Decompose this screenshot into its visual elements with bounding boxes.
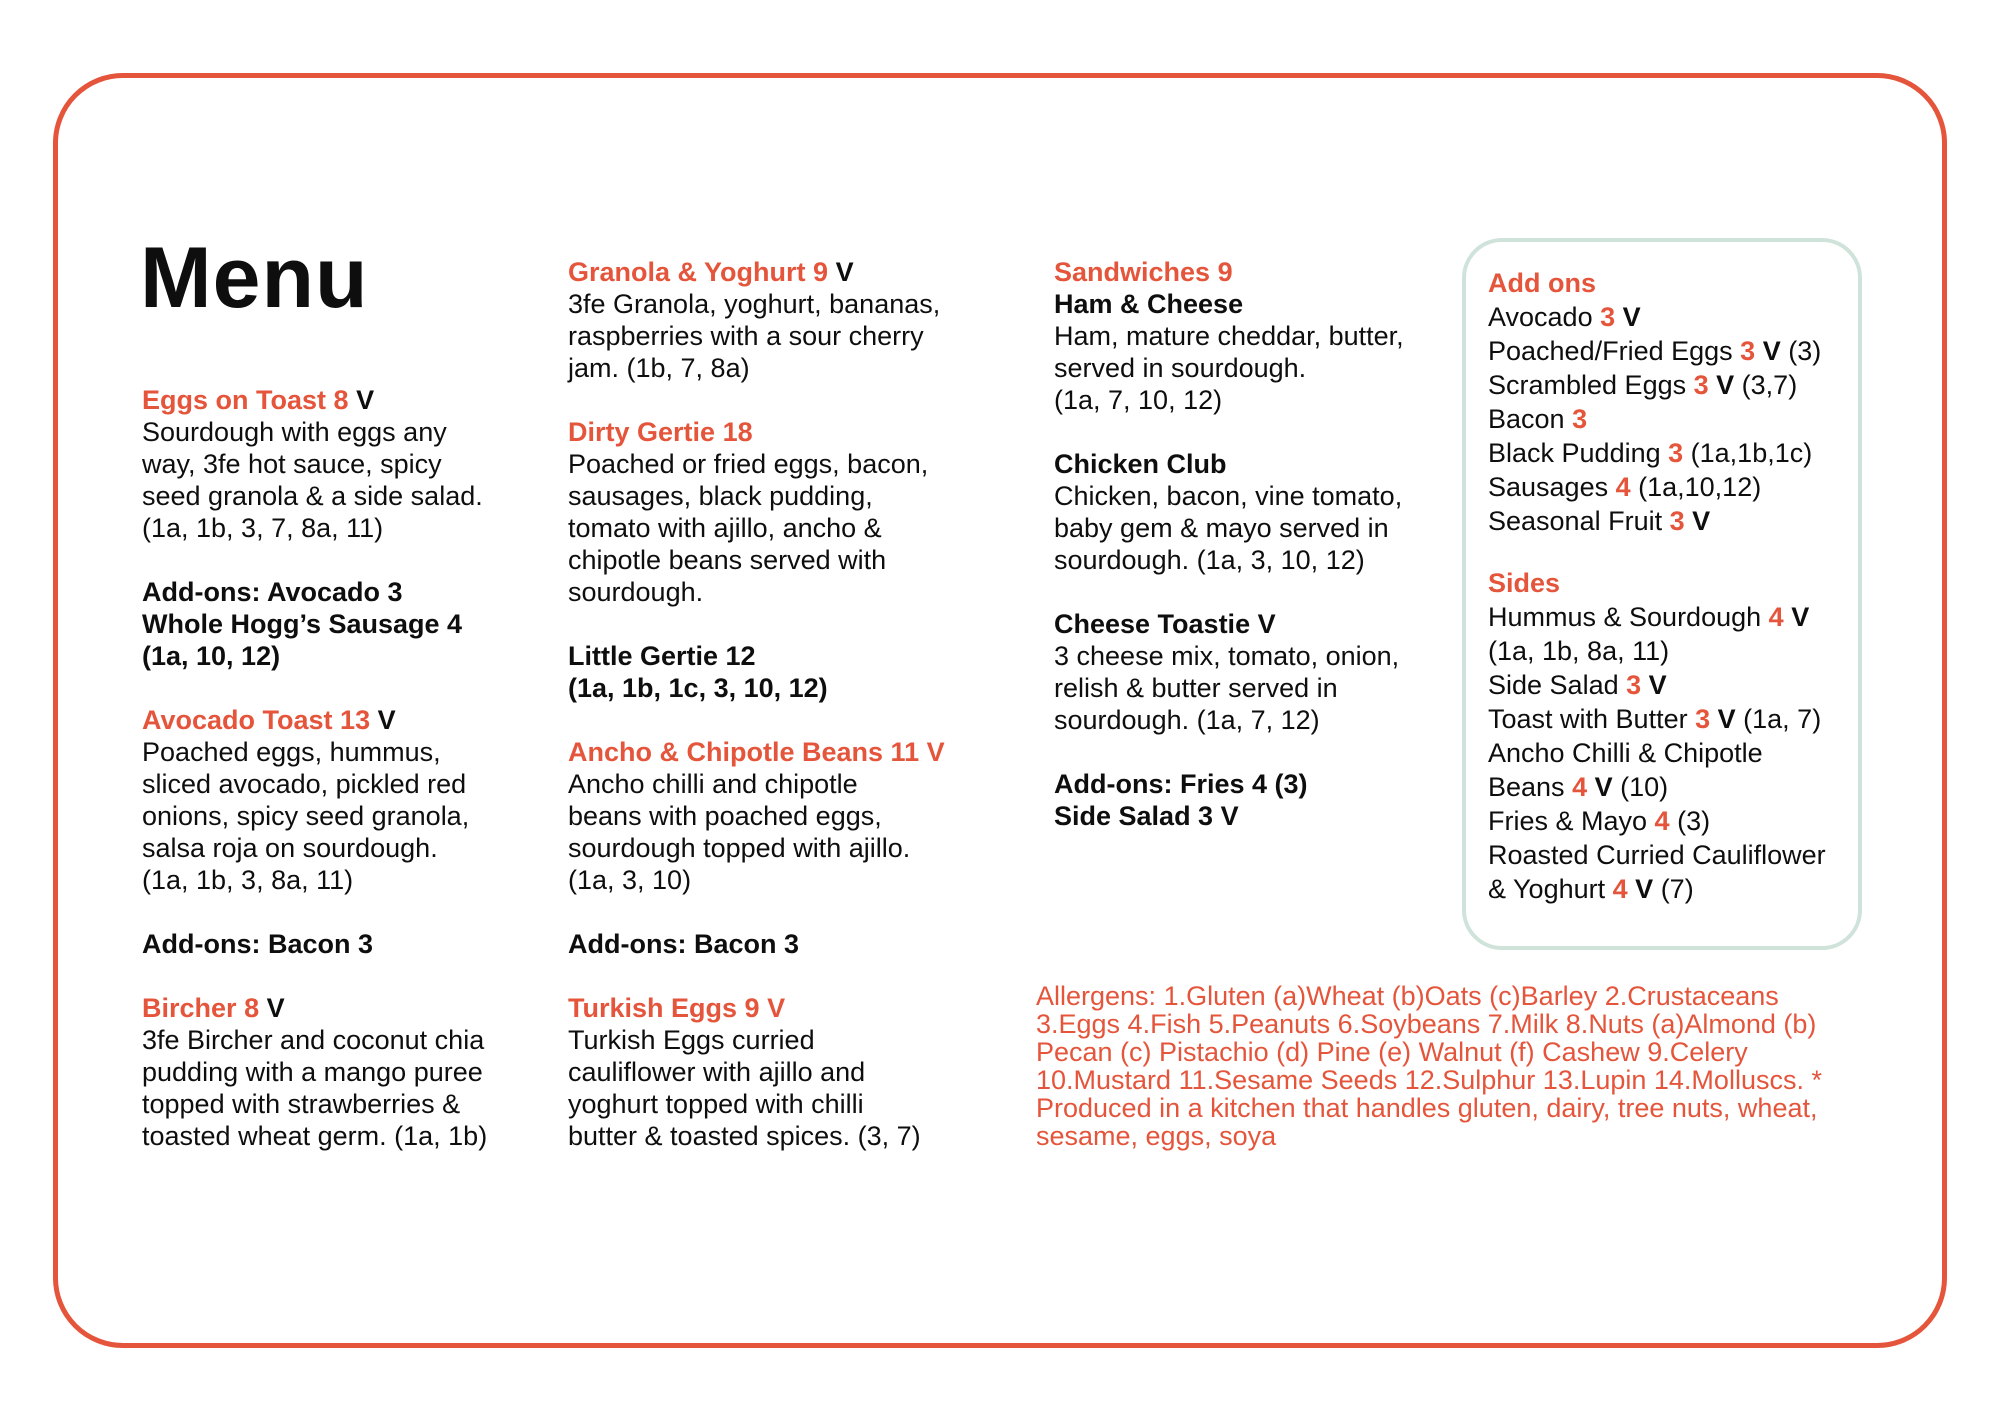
item-description-line: chipotle beans served with — [568, 545, 887, 575]
item-name: Granola & Yoghurt — [568, 257, 806, 287]
vegetarian-mark: V — [835, 257, 854, 287]
menu-item — [568, 416, 988, 608]
menu-item-title — [568, 256, 988, 288]
box-item-text: & Yoghurt — [1488, 874, 1613, 904]
box-item-allergens: (3,7) — [1734, 370, 1798, 400]
vegetarian-mark: V — [1622, 302, 1641, 332]
vegetarian-mark: V — [926, 737, 945, 767]
box-item-text: (1a, 1b, 8a, 11) — [1488, 636, 1670, 666]
item-name: Bircher — [142, 993, 237, 1023]
box-item-text: Ancho Chilli & Chipotle — [1488, 738, 1763, 768]
vegetarian-mark: V — [1717, 704, 1736, 734]
box-item-allergens: (7) — [1653, 874, 1694, 904]
box-item-price: 4 — [1615, 472, 1631, 502]
box-list-item — [1488, 600, 1858, 634]
menu-column-1 — [142, 384, 552, 1152]
box-item-text: Seasonal Fruit — [1488, 506, 1670, 536]
menu-item — [142, 576, 552, 672]
box-list-item — [1488, 770, 1858, 804]
item-description-line: baby gem & mayo served in — [1054, 513, 1389, 543]
menu-item — [142, 992, 552, 1152]
box-item-price: 3 — [1740, 336, 1756, 366]
item-name: Turkish Eggs — [568, 993, 738, 1023]
allergens-note — [1036, 982, 1896, 1150]
sides-list — [1488, 600, 1858, 906]
box-item-price: 4 — [1612, 874, 1628, 904]
box-list-item — [1488, 402, 1858, 436]
vegetarian-mark: V — [1692, 506, 1711, 536]
menu-item-title — [142, 704, 552, 736]
item-description-line: relish & butter served in — [1054, 673, 1338, 703]
item-subtitle: Chicken Club — [1054, 449, 1227, 479]
box-item-price: 3 — [1693, 370, 1709, 400]
box-item-price: 3 — [1695, 704, 1711, 734]
item-addon-line: Add-ons: Bacon 3 — [568, 929, 800, 959]
item-addon-line: (1a, 10, 12) — [142, 641, 281, 671]
allergens-line: Pecan (c) Pistachio (d) Pine (e) Walnut (f) Cashew 9.Celery — [1036, 1037, 1748, 1067]
item-description-line: way, 3fe hot sauce, spicy — [142, 449, 442, 479]
item-price: 9 — [1217, 257, 1233, 287]
menu-item-title — [142, 992, 552, 1024]
menu-item — [568, 640, 988, 704]
item-description-line: seed granola & a side salad. — [142, 481, 483, 511]
menu-item-title — [568, 992, 988, 1024]
item-price: 8 — [244, 993, 260, 1023]
vegetarian-mark: V — [1594, 772, 1613, 802]
box-item-text: Fries & Mayo — [1488, 806, 1655, 836]
item-addon-line: Add-ons: Fries 4 (3) — [1054, 769, 1308, 799]
box-item-text: Sausages — [1488, 472, 1616, 502]
allergens-line: Produced in a kitchen that handles gluten, dairy, tree nuts, wheat, — [1036, 1093, 1818, 1123]
item-description-line: (1a, 1b, 3, 7, 8a, 11) — [142, 513, 384, 543]
item-addon-line: Side Salad 3 V — [1054, 801, 1239, 831]
menu-item-title — [142, 384, 552, 416]
box-list-item — [1488, 436, 1858, 470]
item-description-line: Poached eggs, hummus, — [142, 737, 441, 767]
menu-item — [1054, 608, 1454, 736]
menu-item — [142, 384, 552, 544]
vegetarian-mark: V — [1762, 336, 1781, 366]
box-list-item — [1488, 300, 1858, 334]
item-description-line: Ancho chilli and chipotle — [568, 769, 858, 799]
vegetarian-mark: V — [266, 993, 285, 1023]
menu-item — [1054, 448, 1454, 576]
box-list-item — [1488, 702, 1858, 736]
menu-column-2 — [568, 256, 988, 1152]
box-item-allergens: (1a,1b,1c) — [1683, 438, 1813, 468]
menu-item — [142, 928, 552, 960]
menu-item — [1054, 768, 1454, 832]
item-description-line: sourdough. — [568, 577, 704, 607]
box-list-item — [1488, 368, 1858, 402]
box-item-text: Black Pudding — [1488, 438, 1669, 468]
item-description-line: butter & toasted spices. (3, 7) — [568, 1121, 921, 1151]
vegetarian-mark: V — [377, 705, 396, 735]
item-description-line: 3fe Granola, yoghurt, bananas, — [568, 289, 941, 319]
box-item-price: 3 — [1600, 302, 1616, 332]
vegetarian-mark: V — [1791, 602, 1810, 632]
box-item-price: 3 — [1669, 506, 1685, 536]
box-item-allergens: (3) — [1780, 336, 1822, 366]
addons-heading: Add ons — [1488, 268, 1596, 298]
menu-title: Menu — [140, 230, 369, 326]
item-addon-line: Little Gertie 12 — [568, 641, 756, 671]
box-item-price: 4 — [1654, 806, 1670, 836]
item-description-line: Ham, mature cheddar, butter, — [1054, 321, 1404, 351]
allergens-line: Allergens: 1.Gluten (a)Wheat (b)Oats (c)Barley 2.Crustaceans — [1036, 981, 1779, 1011]
addons-list — [1488, 300, 1858, 538]
vegetarian-mark: V — [767, 993, 786, 1023]
item-name: Dirty Gertie — [568, 417, 716, 447]
item-subtitle: Cheese Toastie V — [1054, 609, 1276, 639]
item-description-line: sourdough topped with ajillo. — [568, 833, 911, 863]
sides-heading: Sides — [1488, 568, 1561, 598]
item-price: 9 — [813, 257, 829, 287]
box-list-item — [1488, 736, 1858, 770]
item-description-line: jam. (1b, 7, 8a) — [568, 353, 750, 383]
box-list-item — [1488, 334, 1858, 368]
menu-item-title — [1054, 256, 1454, 288]
item-description-line: tomato with ajillo, ancho & — [568, 513, 882, 543]
box-item-price: 3 — [1572, 404, 1588, 434]
box-item-price: 3 — [1626, 670, 1642, 700]
item-description-line: topped with strawberries & — [142, 1089, 461, 1119]
menu-item-title — [568, 736, 988, 768]
allergens-line: 10.Mustard 11.Sesame Seeds 12.Sulphur 13.Lupin 14.Molluscs. * — [1036, 1065, 1822, 1095]
item-description-line: beans with poached eggs, — [568, 801, 882, 831]
item-description-line: 3 cheese mix, tomato, onion, — [1054, 641, 1400, 671]
item-name: Ancho & Chipotle Beans — [568, 737, 884, 767]
item-subtitle: Ham & Cheese — [1054, 289, 1244, 319]
item-description-line: sourdough. (1a, 3, 10, 12) — [1054, 545, 1365, 575]
item-price: 11 — [890, 737, 920, 767]
box-item-allergens: (1a, 7) — [1735, 704, 1822, 734]
item-description-line: yoghurt topped with chilli — [568, 1089, 864, 1119]
item-description-line: Chicken, bacon, vine tomato, — [1054, 481, 1403, 511]
allergens-line: 3.Eggs 4.Fish 5.Peanuts 6.Soybeans 7.Milk 8.Nuts (a)Almond (b) — [1036, 1009, 1817, 1039]
box-item-text: Toast with Butter — [1488, 704, 1696, 734]
item-description-line: (1a, 3, 10) — [568, 865, 692, 895]
box-item-price: 3 — [1668, 438, 1684, 468]
item-description-line: sausages, black pudding, — [568, 481, 873, 511]
box-list-item — [1488, 838, 1858, 872]
vegetarian-mark: V — [1716, 370, 1735, 400]
menu-item-title — [568, 416, 988, 448]
item-addon-line: Add-ons: Bacon 3 — [142, 929, 374, 959]
box-item-price: 4 — [1768, 602, 1784, 632]
box-list-item — [1488, 504, 1858, 538]
box-item-price: 4 — [1572, 772, 1588, 802]
item-price: 18 — [722, 417, 753, 447]
box-item-text: Hummus & Sourdough — [1488, 602, 1769, 632]
allergens-line: sesame, eggs, soya — [1036, 1121, 1277, 1151]
vegetarian-mark: V — [1648, 670, 1667, 700]
box-item-text: Avocado — [1488, 302, 1601, 332]
item-description-line: Sourdough with eggs any — [142, 417, 447, 447]
item-description-line: raspberries with a sour cherry — [568, 321, 924, 351]
box-item-allergens: (3) — [1669, 806, 1711, 836]
addons-section — [1488, 266, 1858, 538]
vegetarian-mark: V — [1635, 874, 1654, 904]
item-addon-line: Whole Hogg’s Sausage 4 — [142, 609, 463, 639]
box-list-item — [1488, 804, 1858, 838]
item-description-line: salsa roja on sourdough. — [142, 833, 438, 863]
menu-item — [568, 736, 988, 896]
item-description-line: Poached or fried eggs, bacon, — [568, 449, 929, 479]
box-item-text: Roasted Curried Cauliflower — [1488, 840, 1826, 870]
addons-sides-box — [1462, 238, 1862, 950]
box-item-text: Poached/Fried Eggs — [1488, 336, 1741, 366]
item-name: Sandwiches — [1054, 257, 1211, 287]
item-addon-line: Add-ons: Avocado 3 — [142, 577, 403, 607]
menu-item — [568, 992, 988, 1152]
item-description-line: sliced avocado, pickled red — [142, 769, 467, 799]
item-price: 13 — [340, 705, 371, 735]
box-item-allergens: (10) — [1612, 772, 1669, 802]
box-list-item — [1488, 634, 1858, 668]
menu-item — [568, 928, 988, 960]
item-description-line: served in sourdough. — [1054, 353, 1307, 383]
box-item-text: Bacon — [1488, 404, 1573, 434]
box-item-allergens: (1a,10,12) — [1630, 472, 1762, 502]
box-list-item — [1488, 872, 1858, 906]
item-description-line: sourdough. (1a, 7, 12) — [1054, 705, 1320, 735]
box-item-text: Beans — [1488, 772, 1573, 802]
box-list-item — [1488, 668, 1858, 702]
box-item-text: Side Salad — [1488, 670, 1627, 700]
item-name: Eggs on Toast — [142, 385, 327, 415]
item-description-line: (1a, 7, 10, 12) — [1054, 385, 1223, 415]
box-item-text: Scrambled Eggs — [1488, 370, 1694, 400]
vegetarian-mark: V — [356, 385, 375, 415]
menu-item — [1054, 256, 1454, 416]
item-description-line: toasted wheat germ. (1a, 1b) — [142, 1121, 488, 1151]
item-description-line: Turkish Eggs curried — [568, 1025, 815, 1055]
item-description-line: (1a, 1b, 3, 8a, 11) — [142, 865, 354, 895]
sides-section — [1488, 566, 1858, 906]
item-description-line: cauliflower with ajillo and — [568, 1057, 866, 1087]
item-description-line: onions, spicy seed granola, — [142, 801, 470, 831]
menu-item — [142, 704, 552, 896]
item-description-line: 3fe Bircher and coconut chia — [142, 1025, 485, 1055]
item-name: Avocado Toast — [142, 705, 333, 735]
menu-column-3 — [1054, 256, 1454, 832]
menu-item — [568, 256, 988, 384]
box-list-item — [1488, 470, 1858, 504]
item-price: 9 — [744, 993, 760, 1023]
item-addon-line: (1a, 1b, 1c, 3, 10, 12) — [568, 673, 828, 703]
item-description-line: pudding with a mango puree — [142, 1057, 483, 1087]
item-price: 8 — [333, 385, 349, 415]
